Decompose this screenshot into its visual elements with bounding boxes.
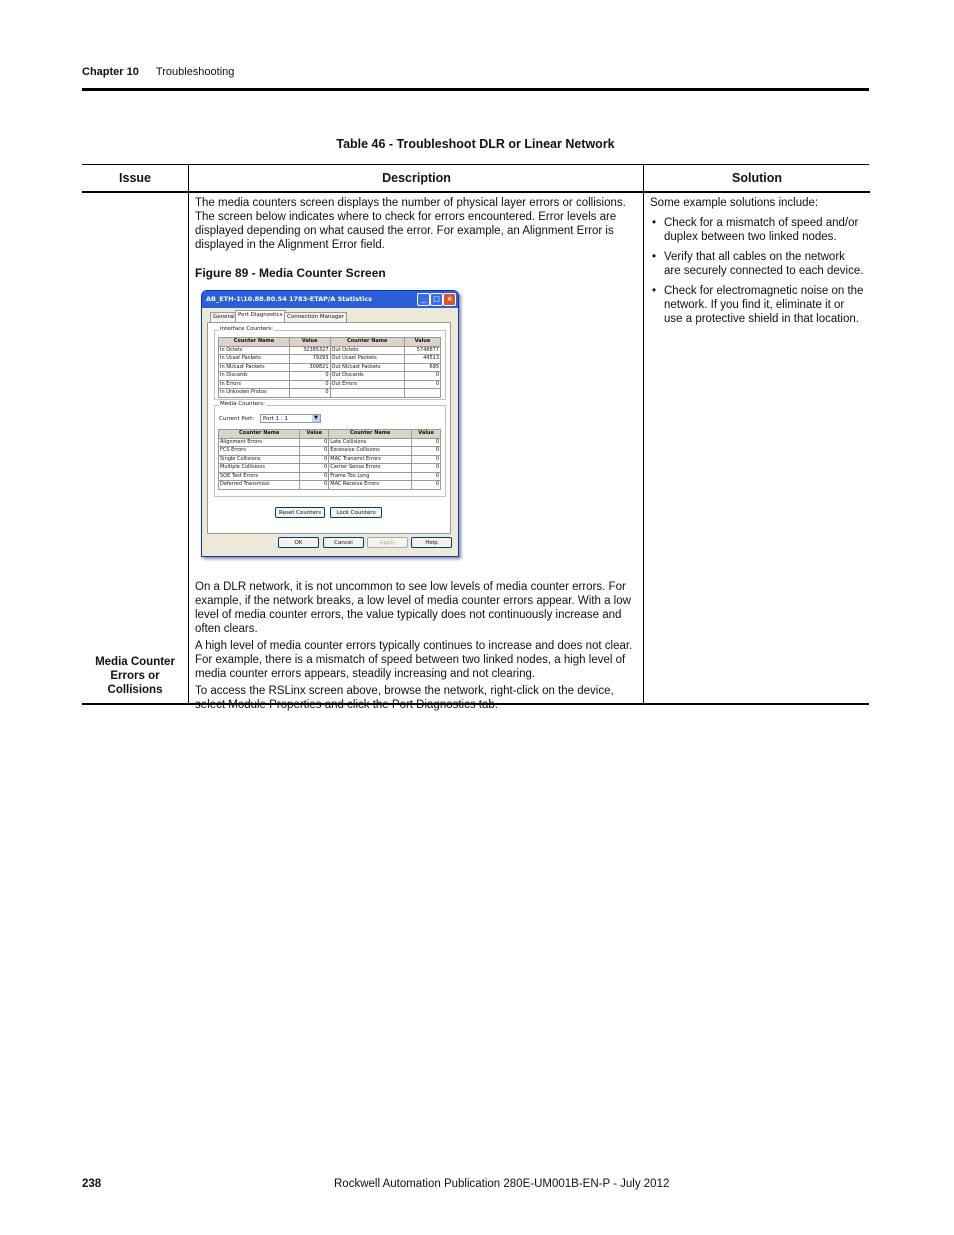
counter-name: Late Collisions bbox=[329, 438, 412, 447]
counter-name: In Errors bbox=[219, 380, 290, 389]
solution-list bbox=[650, 216, 864, 326]
solution-intro: Some example solutions include: bbox=[650, 197, 819, 209]
ok-button[interactable]: OK bbox=[278, 537, 319, 548]
counter-value: 0 bbox=[412, 464, 441, 473]
publication-info: Rockwell Automation Publication 280E-UM001B-EN-P - July 2012 bbox=[334, 1178, 670, 1190]
counter-value: 0 bbox=[300, 472, 329, 481]
counter-value: 44513 bbox=[404, 355, 440, 364]
counter-value: 0 bbox=[300, 447, 329, 456]
maximize-icon[interactable]: □ bbox=[430, 293, 443, 306]
column-header: Value bbox=[404, 338, 440, 347]
counter-name: Out Discards bbox=[330, 372, 404, 381]
table-row bbox=[219, 372, 441, 381]
column-header: Value bbox=[412, 430, 441, 439]
apply-button[interactable]: Apply bbox=[367, 537, 408, 548]
issue-line-1: Media Counter bbox=[95, 656, 175, 668]
counter-name: Out Octets bbox=[330, 346, 404, 355]
figure-caption: Figure 89 - Media Counter Screen bbox=[195, 266, 386, 280]
tab-connection-manager[interactable]: Connection Manager bbox=[284, 312, 347, 322]
issue-line-2: Errors or Collisions bbox=[107, 670, 163, 696]
table-row bbox=[219, 472, 441, 481]
minimize-icon[interactable]: _ bbox=[417, 293, 430, 306]
cancel-button[interactable]: Cancel bbox=[323, 537, 364, 548]
running-header bbox=[82, 66, 234, 78]
solution-cell bbox=[644, 193, 870, 326]
solution-item: • Check for electromagnetic noise on the network. If you find it, eliminate it or use a protective shield in that location. bbox=[650, 284, 864, 326]
counter-name: FCS Errors bbox=[219, 447, 300, 456]
table-row bbox=[219, 464, 441, 473]
table-caption: Table 46 - Troubleshoot DLR or Linear Network bbox=[336, 137, 615, 151]
interface-counters-table bbox=[218, 337, 441, 398]
current-port-label: Current Port: bbox=[219, 416, 255, 422]
counter-name: Alignment Errors bbox=[219, 438, 300, 447]
counter-name: In Unknown Protos bbox=[219, 389, 290, 398]
column-header: Value bbox=[300, 430, 329, 439]
table-row bbox=[219, 355, 441, 364]
solution-column bbox=[643, 165, 870, 703]
description-para-3: To access the RSLinx screen above, browse the network, right-click on the device, select Module Properties and click the Port Diagnostics tab. bbox=[195, 685, 614, 711]
counter-value: 0 bbox=[404, 380, 440, 389]
counter-value: 0 bbox=[300, 481, 329, 490]
counter-name: Frame Too Long bbox=[329, 472, 412, 481]
tab-port-diagnostics[interactable]: Port Diagnostics bbox=[235, 310, 286, 322]
issue-cell bbox=[82, 655, 188, 697]
interface-counters-label: Interface Counters: bbox=[220, 326, 274, 332]
counter-name: Excessive Collisions bbox=[329, 447, 412, 456]
solution-header: Solution bbox=[644, 165, 870, 193]
table-row bbox=[219, 481, 441, 490]
counter-name: In Discards bbox=[219, 372, 290, 381]
counter-value: 0 bbox=[412, 447, 441, 456]
description-intro: The media counters screen displays the number of physical layer errors or collisions. The screen below indicates where to check for errors encountered. Error levels are displayed depending on what caused the error. For example, an Alignment Error is displayed in the Alignment Error field. bbox=[195, 197, 626, 251]
table-row bbox=[219, 346, 441, 355]
counter-value: 0 bbox=[412, 481, 441, 490]
column-header: Counter Name bbox=[330, 338, 404, 347]
chevron-down-icon[interactable]: ▼ bbox=[312, 415, 320, 422]
counter-value: 0 bbox=[300, 455, 329, 464]
chapter-label: Chapter 10 bbox=[82, 66, 139, 78]
page-number: 238 bbox=[82, 1178, 102, 1190]
counter-name: In Ucast Packets bbox=[219, 355, 290, 364]
media-counters-label: Media Counters: bbox=[220, 401, 265, 407]
counter-name: Out Errors bbox=[330, 380, 404, 389]
counter-value: 695 bbox=[404, 363, 440, 372]
counter-value: 0 bbox=[300, 438, 329, 447]
media-counters-group bbox=[214, 401, 446, 497]
lock-counters-button[interactable]: Lock Counters bbox=[330, 507, 382, 518]
counter-name: In Octets bbox=[219, 346, 290, 355]
table-row bbox=[219, 438, 441, 447]
media-counters-table bbox=[218, 429, 441, 490]
counter-name: In NUcast Packets bbox=[219, 363, 290, 372]
counter-name: Out Ucast Packets bbox=[330, 355, 404, 364]
counter-value: 0 bbox=[300, 464, 329, 473]
counter-value bbox=[404, 389, 440, 398]
solution-item: • Check for a mismatch of speed and/or duplex between two linked nodes. bbox=[650, 216, 864, 244]
section-label: Troubleshooting bbox=[155, 66, 235, 78]
counter-name: MAC Transmit Errors bbox=[329, 455, 412, 464]
counter-name bbox=[330, 389, 404, 398]
counter-name: Deferred Transmissi bbox=[219, 481, 300, 490]
statistics-dialog bbox=[201, 290, 459, 557]
counter-name: Single Collisions bbox=[219, 455, 300, 464]
counter-value: 79293 bbox=[289, 355, 330, 364]
help-button[interactable]: Help bbox=[411, 537, 452, 548]
dialog-title: AB_ETH-1\10.88.80.54 1783-ETAP/A Statistics bbox=[206, 295, 373, 303]
counter-name: SQE Test Errors bbox=[219, 472, 300, 481]
dialog-titlebar bbox=[202, 291, 458, 308]
close-icon[interactable]: × bbox=[443, 293, 456, 306]
column-header: Value bbox=[289, 338, 330, 347]
column-header: Counter Name bbox=[329, 430, 412, 439]
column-header: Counter Name bbox=[219, 338, 290, 347]
counter-value: 0 bbox=[289, 372, 330, 381]
counter-value: 32385327 bbox=[289, 346, 330, 355]
issue-header: Issue bbox=[82, 165, 188, 193]
counter-value: 0 bbox=[412, 472, 441, 481]
issue-column bbox=[82, 165, 188, 703]
description-para-2: A high level of media counter errors typically continues to increase and does not clear. For example, there is a mismatch of speed between two linked nodes, a high level of media counter errors appears, steadily increasing and not clearing. bbox=[195, 640, 633, 680]
description-cell bbox=[189, 193, 644, 280]
counter-name: Carrier Sense Errors bbox=[329, 464, 412, 473]
header-rule bbox=[82, 88, 869, 91]
port-diagnostics-panel bbox=[207, 322, 451, 534]
tab-general[interactable]: General bbox=[210, 312, 238, 322]
interface-counters-group bbox=[214, 326, 446, 400]
solution-item: • Verify that all cables on the network are securely connected to each device. bbox=[650, 250, 864, 278]
table-row bbox=[219, 380, 441, 389]
column-header: Counter Name bbox=[219, 430, 300, 439]
counter-name: Out NUcast Packets bbox=[330, 363, 404, 372]
counter-value: 0 bbox=[412, 455, 441, 464]
description-header: Description bbox=[189, 165, 644, 193]
counter-name: Multiple Collisions bbox=[219, 464, 300, 473]
table-row bbox=[219, 389, 441, 398]
description-notes bbox=[195, 580, 638, 715]
counter-value: 0 bbox=[289, 389, 330, 398]
counter-name: MAC Receive Errors bbox=[329, 481, 412, 490]
reset-counters-button[interactable]: Reset Counters bbox=[275, 507, 325, 518]
table-row bbox=[219, 455, 441, 464]
counter-value: 0 bbox=[412, 438, 441, 447]
counter-value: 5748877 bbox=[404, 346, 440, 355]
counter-value: 0 bbox=[289, 380, 330, 389]
description-para-1: On a DLR network, it is not uncommon to see low levels of media counter errors. For example, if the network breaks, a low level of media counter errors appear. With a low level of media counter errors, the value typically does not continuously increase and often clears. bbox=[195, 581, 631, 635]
table-row bbox=[219, 447, 441, 456]
current-port-value: Port 1 : 1 bbox=[263, 416, 288, 422]
counter-value: 309821 bbox=[289, 363, 330, 372]
table-row bbox=[219, 363, 441, 372]
current-port-select[interactable] bbox=[260, 414, 321, 423]
counter-value: 0 bbox=[404, 372, 440, 381]
